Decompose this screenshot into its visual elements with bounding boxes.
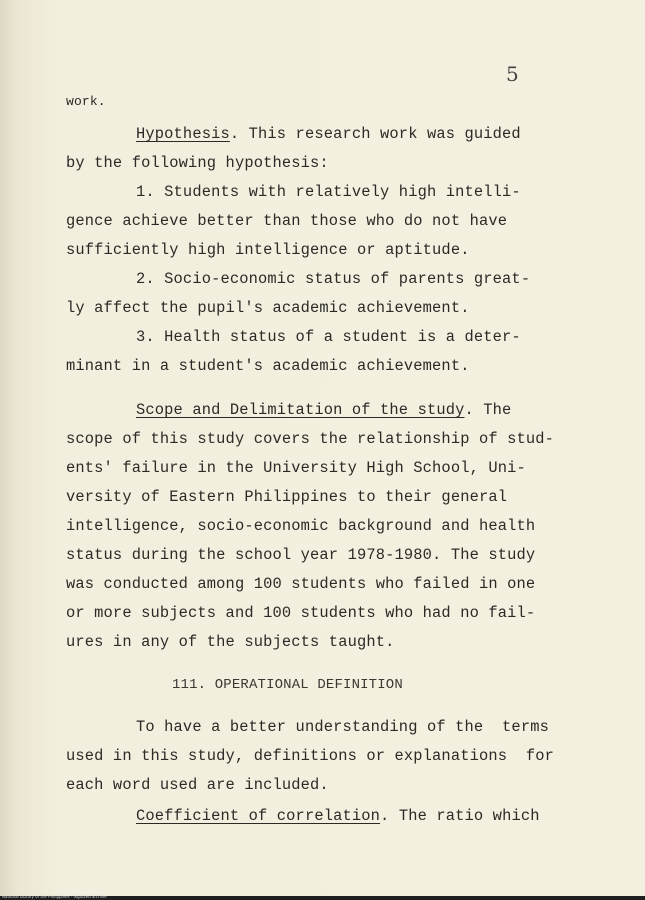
text-line: status during the school year 1978-1980. The study	[66, 546, 536, 564]
text-line: or more subjects and 100 students who had no fail-	[66, 604, 536, 622]
hypothesis-item-2: 2. Socio-economic status of parents great-	[136, 270, 531, 288]
hypothesis-line	[136, 124, 521, 144]
text-line: ents' failure in the University High School, Uni-	[66, 459, 526, 477]
text-line: was conducted among 100 students who failed in one	[66, 575, 536, 593]
hypothesis-intro: . This research work was guided	[229, 125, 521, 143]
page-number: 5	[506, 62, 519, 86]
coefficient-heading: Coefficient of correlation	[136, 807, 381, 825]
scope-intro: . The	[464, 401, 512, 419]
text-line: versity of Eastern Philippines to their general	[66, 488, 508, 506]
text-line: used in this study, definitions or explanations for	[66, 747, 555, 765]
scope-line	[136, 400, 511, 420]
text-line: sufficiently high intelligence or aptitude.	[66, 241, 470, 259]
text-line: each word used are included.	[66, 776, 329, 794]
hypothesis-item-1: 1. Students with relatively high intelli-	[136, 183, 521, 201]
text-line: intelligence, socio-economic background and health	[66, 517, 536, 535]
footer-text: National Library of the Philippines · digitized archive	[2, 894, 107, 899]
scope-heading: Scope and Delimitation of the study	[136, 401, 465, 419]
text-line: ly affect the pupil's academic achievement.	[66, 299, 470, 317]
line-work: work.	[66, 94, 106, 109]
text-line: scope of this study covers the relationship of stud-	[66, 430, 555, 448]
hypothesis-item-3: 3. Health status of a student is a deter-	[136, 328, 521, 346]
coefficient-line	[136, 806, 540, 826]
section-heading: 111. OPERATIONAL DEFINITION	[172, 677, 403, 693]
text-line: gence achieve better than those who do not have	[66, 212, 508, 230]
text-line: minant in a student's academic achievement.	[66, 357, 470, 375]
text-line: by the following hypothesis:	[66, 154, 329, 172]
hypothesis-heading: Hypothesis	[136, 125, 230, 143]
text-line: ures in any of the subjects taught.	[66, 633, 395, 651]
text-line: To have a better understanding of the terms	[136, 718, 549, 736]
coefficient-intro: . The ratio which	[380, 807, 540, 825]
